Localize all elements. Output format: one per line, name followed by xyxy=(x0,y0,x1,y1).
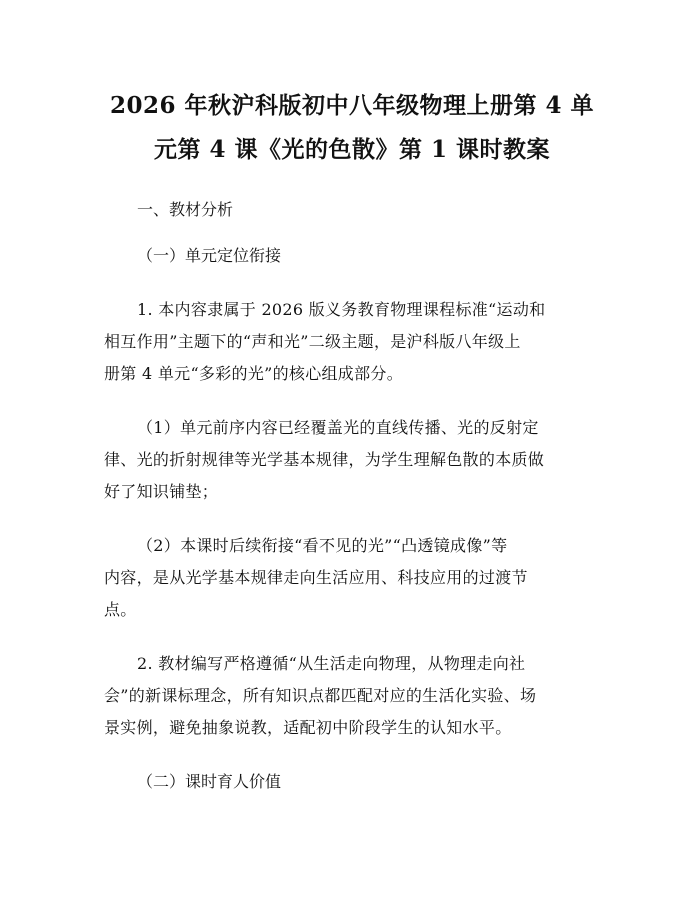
paragraph-2 xyxy=(104,412,600,508)
paragraph-4-line-2: 会”的新课标理念，所有知识点都匹配对应的生活化实验、场 xyxy=(104,686,537,705)
paragraph-2-line-1: （1）单元前序内容已经覆盖光的直线传播、光的反射定 xyxy=(137,418,539,437)
paragraph-1-line-1: 1. 本内容隶属于 2026 版义务教育物理课程标准“运动和 xyxy=(137,300,546,319)
title-line-2: 元第 4 课《光的色散》第 1 课时教案 xyxy=(153,136,551,163)
document-title xyxy=(104,0,600,172)
paragraph-2-line-3: 好了知识铺垫； xyxy=(104,482,219,501)
subsection-heading-educational-value: （二）课时育人价值 xyxy=(137,772,282,791)
paragraph-4 xyxy=(104,648,600,744)
paragraph-1 xyxy=(104,294,600,390)
paragraph-3-line-2: 内容，是从光学基本规律走向生活应用、科技应用的过渡节 xyxy=(104,568,528,587)
subsection-heading-unit-positioning: （一）单元定位衔接 xyxy=(137,246,282,265)
paragraph-3 xyxy=(104,530,600,626)
paragraph-1-line-3: 册第 4 单元“多彩的光”的核心组成部分。 xyxy=(104,364,404,383)
paragraph-4-line-3: 景实例，避免抽象说教，适配初中阶段学生的认知水平。 xyxy=(104,718,512,737)
paragraph-3-line-3: 点。 xyxy=(104,600,137,619)
paragraph-3-line-1: （2）本课时后续衔接“看不见的光”“凸透镜成像”等 xyxy=(137,536,508,555)
section-heading-textbook-analysis: 一、教材分析 xyxy=(137,200,234,219)
document-body xyxy=(104,194,600,798)
paragraph-2-line-2: 律、光的折射规律等光学基本规律，为学生理解色散的本质做 xyxy=(104,450,545,469)
title-line-1: 2026 年秋沪科版初中八年级物理上册第 4 单 xyxy=(109,92,595,119)
paragraph-4-line-1: 2. 教材编写严格遵循“从生活走向物理，从物理走向社 xyxy=(137,654,526,673)
paragraph-1-line-2: 相互作用”主题下的“声和光”二级主题，是沪科版八年级上 xyxy=(104,332,521,351)
